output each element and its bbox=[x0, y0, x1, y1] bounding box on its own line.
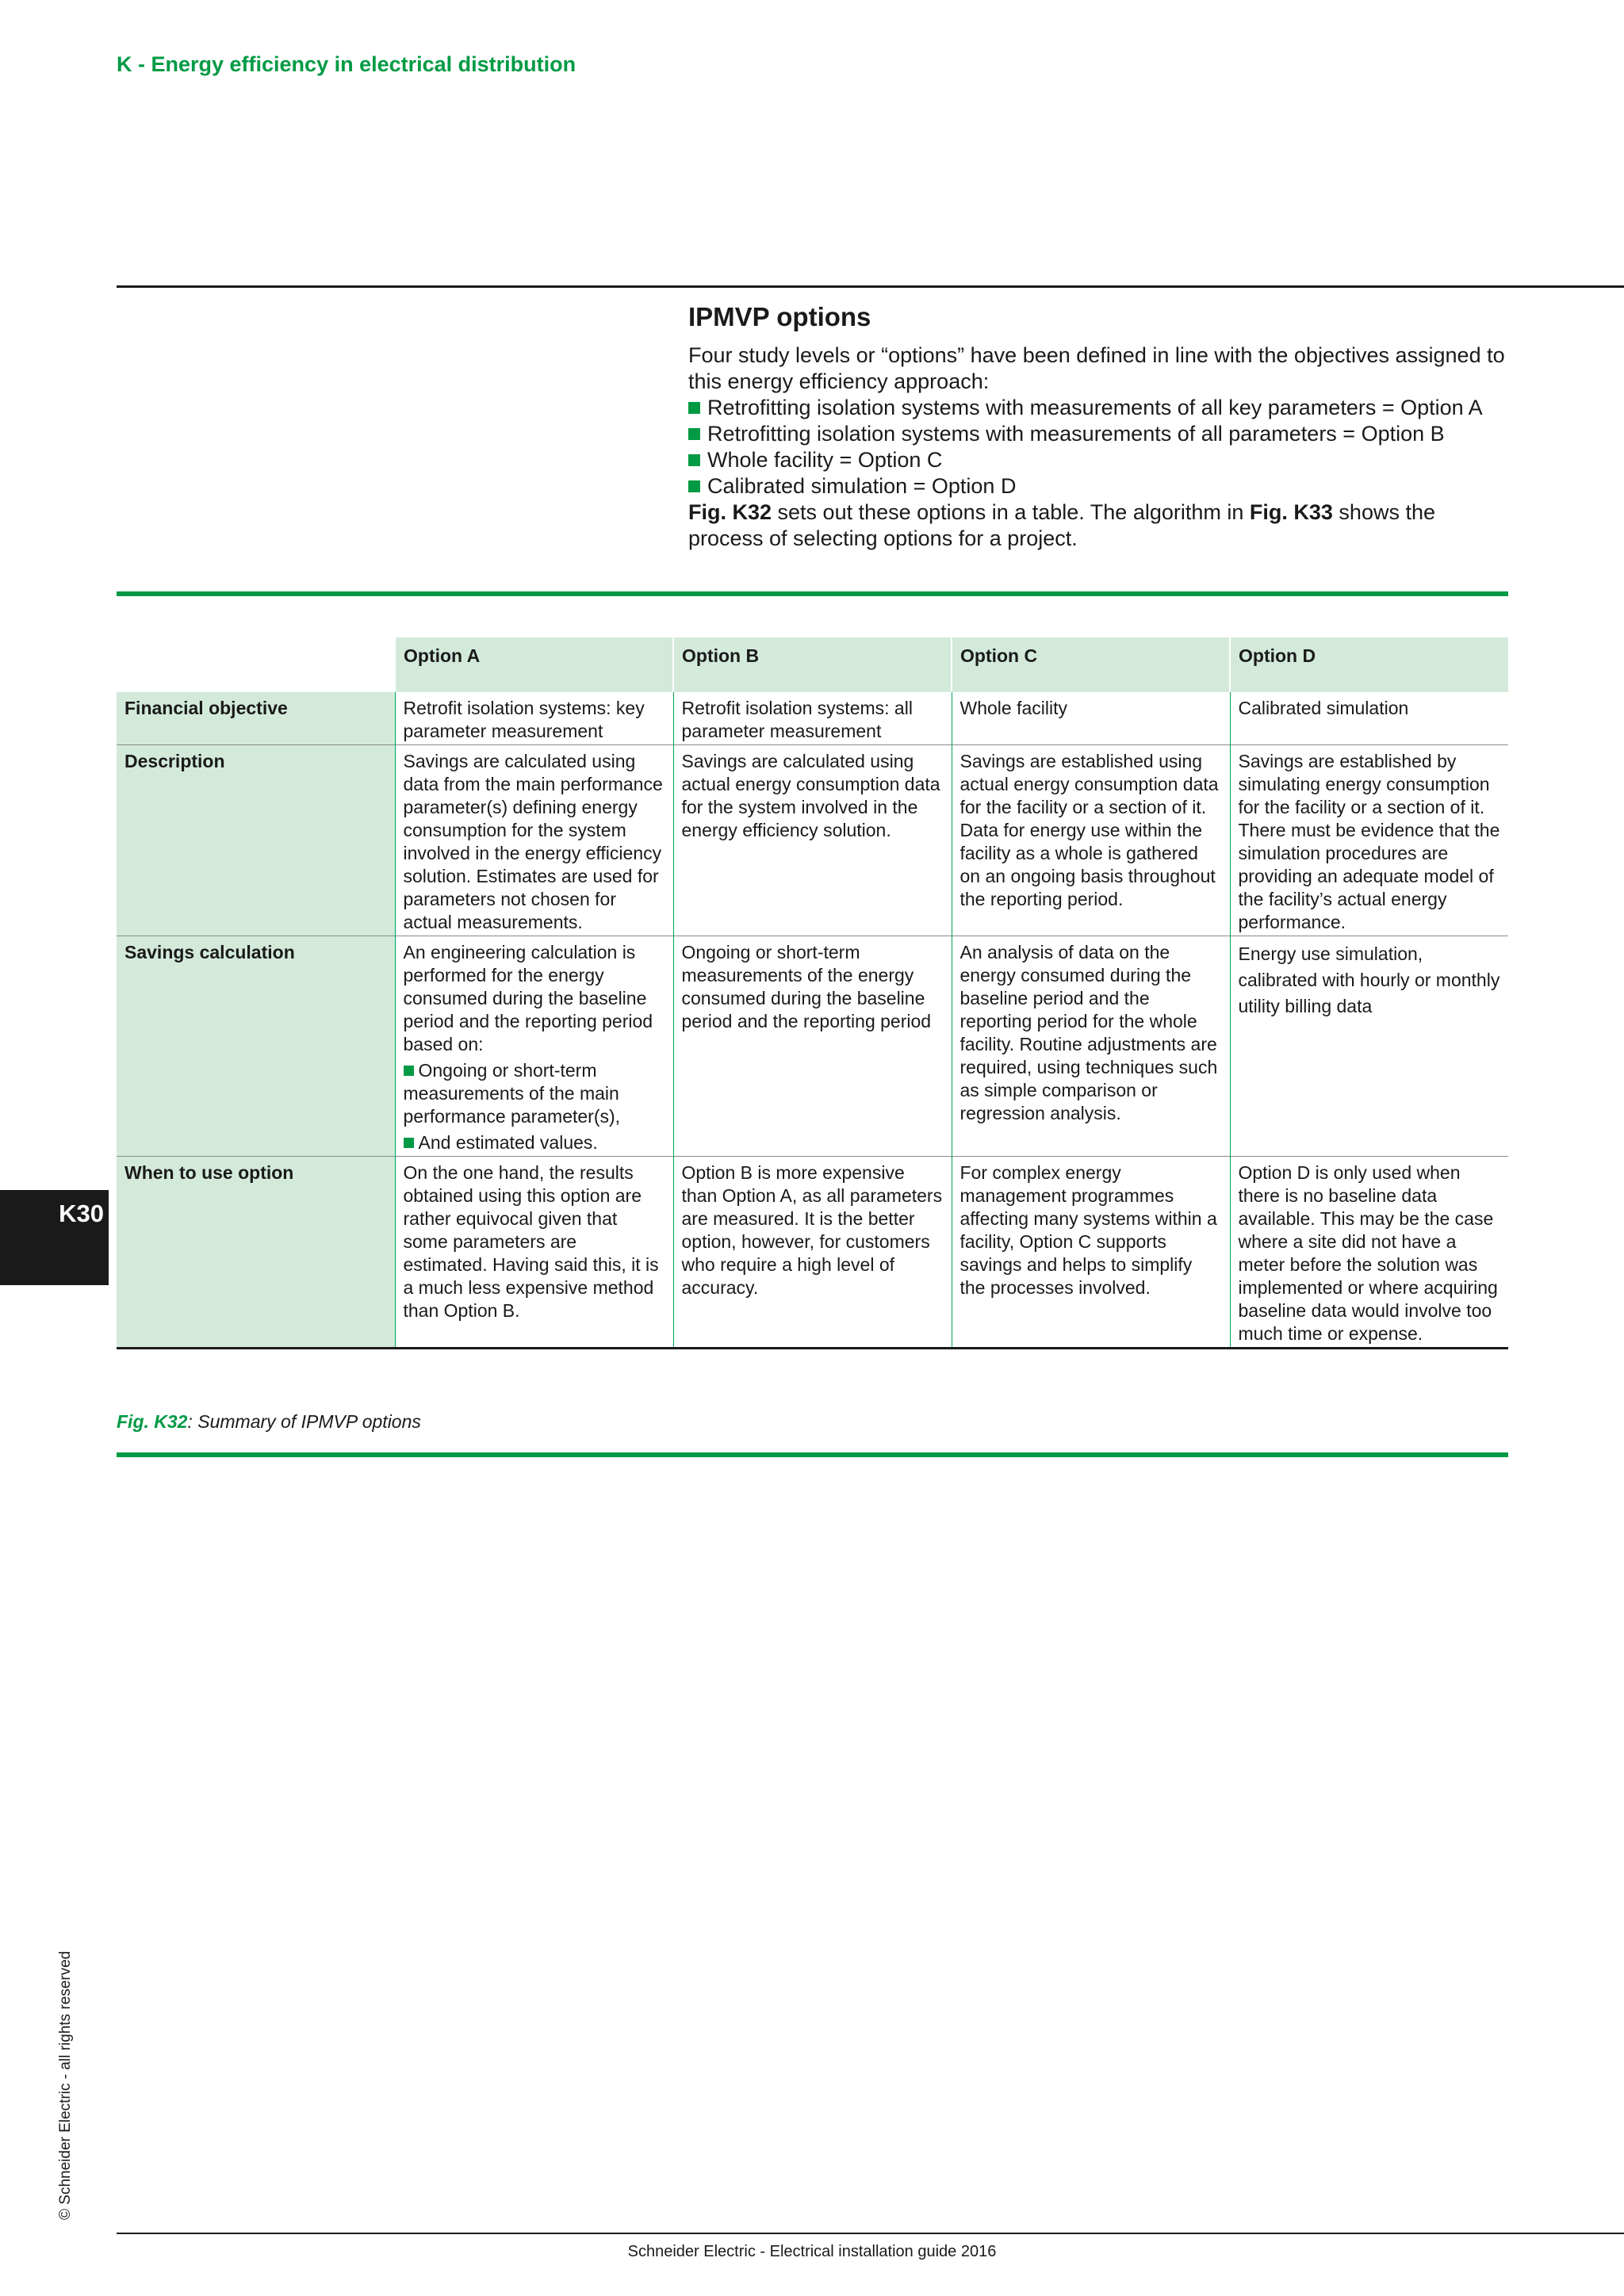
green-divider bbox=[117, 1452, 1508, 1457]
intro-bullet bbox=[688, 421, 1513, 447]
table-cell: Ongoing or short-term measurements of the energy consumed during the baseline period and the reporting period bbox=[673, 936, 952, 1157]
table-cell: Savings are established by simulating energy consumption for the facility or a section of it. There must be evidence that the simulation procedures are providing an adequate model of the facility’s actual energy performance. bbox=[1230, 745, 1508, 936]
table-row bbox=[117, 936, 1508, 1157]
row-label: When to use option bbox=[117, 1157, 395, 1349]
cell-bullet bbox=[404, 1059, 666, 1128]
table-cell: Savings are established using actual energy consumption data for the facility or a section of it. Data for energy use within the facility as a whole is gathered on an ongoing basis throughout the reporting period. bbox=[952, 745, 1230, 936]
intro-closing bbox=[688, 499, 1513, 552]
copyright-notice: © Schneider Electric - all rights reserved bbox=[57, 1950, 74, 2220]
green-square-bullet-icon bbox=[688, 480, 700, 492]
row-label: Savings calculation bbox=[117, 936, 395, 1157]
page-number: K30 bbox=[59, 1200, 104, 1227]
page-footer: Schneider Electric - Electrical installation guide 2016 bbox=[627, 2243, 997, 2260]
caption-figure-number: Fig. K32 bbox=[117, 1411, 188, 1432]
green-square-bullet-icon bbox=[688, 428, 700, 440]
table-cell: Option B is more expensive than Option A, as all parameters are measured. It is the better option, however, for customers who require a high level of accuracy. bbox=[673, 1157, 952, 1349]
intro-closing-text: shows the process of selecting options for a project. bbox=[688, 500, 1435, 550]
table-cell: Savings are calculated using data from the main performance parameter(s) defining energy consumption for the system involved in the energy efficiency solution. Estimates are used for parameters not chosen for actual measurements. bbox=[395, 745, 673, 936]
figure-caption bbox=[117, 1411, 421, 1433]
intro-closing-text: sets out these options in a table. The algorithm in bbox=[772, 500, 1250, 524]
chapter-header: K - Energy efficiency in electrical distribution bbox=[117, 52, 576, 76]
row-label: Description bbox=[117, 745, 395, 936]
column-header: Option A bbox=[395, 637, 673, 692]
figure-reference: Fig. K33 bbox=[1249, 500, 1333, 524]
intro-bullet-text: Whole facility = Option C bbox=[707, 448, 943, 472]
table-cell: Energy use simulation, calibrated with hourly or monthly utility billing data bbox=[1230, 936, 1508, 1157]
intro-bullet-text: Retrofitting isolation systems with measurements of all parameters = Option B bbox=[707, 422, 1445, 446]
intro-bullet bbox=[688, 447, 1513, 473]
green-divider bbox=[117, 591, 1508, 596]
page-number-tab bbox=[0, 1190, 109, 1285]
table-cell: Retrofit isolation systems: key parameter measurement bbox=[395, 692, 673, 745]
table-row bbox=[117, 692, 1508, 745]
table-cell: Calibrated simulation bbox=[1230, 692, 1508, 745]
ipmvp-options-table bbox=[117, 637, 1508, 1349]
intro-paragraph: Four study levels or “options” have been defined in line with the objectives assigned to this energy efficiency approach: bbox=[688, 343, 1505, 393]
cell-bullet bbox=[404, 1131, 666, 1154]
table-cell: On the one hand, the results obtained using this option are rather equivocal given that some parameters are estimated. Having said this, it is a much less expensive method than Option B. bbox=[395, 1157, 673, 1349]
green-square-bullet-icon bbox=[404, 1138, 414, 1148]
cell-text: An engineering calculation is performed for the energy consumed during the baseline period and the reporting period based on: bbox=[403, 942, 653, 1054]
column-header: Option C bbox=[952, 637, 1230, 692]
table-header-row bbox=[117, 637, 1508, 692]
table-cell: Retrofit isolation systems: all parameter measurement bbox=[673, 692, 952, 745]
table-row bbox=[117, 745, 1508, 936]
green-square-bullet-icon bbox=[688, 454, 700, 466]
row-label: Financial objective bbox=[117, 692, 395, 745]
table-cell: An analysis of data on the energy consumed during the baseline period and the reporting period for the whole facility. Routine adjustments are required, using techniques such as simple comparison or regression analysis. bbox=[952, 936, 1230, 1157]
table-cell: Savings are calculated using actual energy consumption data for the system involved in the energy efficiency solution. bbox=[673, 745, 952, 936]
footer-divider bbox=[117, 2233, 1624, 2234]
intro-bullet-text: Calibrated simulation = Option D bbox=[707, 474, 1017, 498]
cell-bullet-text: Ongoing or short-term measurements of the main performance parameter(s), bbox=[403, 1060, 621, 1127]
top-divider bbox=[117, 285, 1624, 288]
intro-bullet-text: Retrofitting isolation systems with measurements of all key parameters = Option A bbox=[707, 396, 1483, 419]
cell-bullet-text: And estimated values. bbox=[418, 1132, 598, 1153]
intro-section bbox=[688, 301, 1513, 552]
table-cell bbox=[395, 936, 673, 1157]
table-cell: Whole facility bbox=[952, 692, 1230, 745]
figure-reference: Fig. K32 bbox=[688, 500, 772, 524]
green-square-bullet-icon bbox=[688, 402, 700, 414]
table-cell: Option D is only used when there is no baseline data available. This may be the case where a site did not have a meter before the solution was implemented or where acquiring baseline data would involve too much time or expense. bbox=[1230, 1157, 1508, 1349]
table-cell: For complex energy management programmes affecting many systems within a facility, Option C supports savings and helps to simplify the processes involved. bbox=[952, 1157, 1230, 1349]
column-header: Option B bbox=[673, 637, 952, 692]
column-header: Option D bbox=[1230, 637, 1508, 692]
intro-bullet bbox=[688, 473, 1513, 499]
header-blank-cell bbox=[117, 637, 395, 692]
table-row bbox=[117, 1157, 1508, 1349]
section-heading: IPMVP options bbox=[688, 302, 871, 331]
intro-bullet bbox=[688, 395, 1513, 421]
caption-text: : Summary of IPMVP options bbox=[187, 1411, 421, 1432]
green-square-bullet-icon bbox=[404, 1066, 414, 1076]
